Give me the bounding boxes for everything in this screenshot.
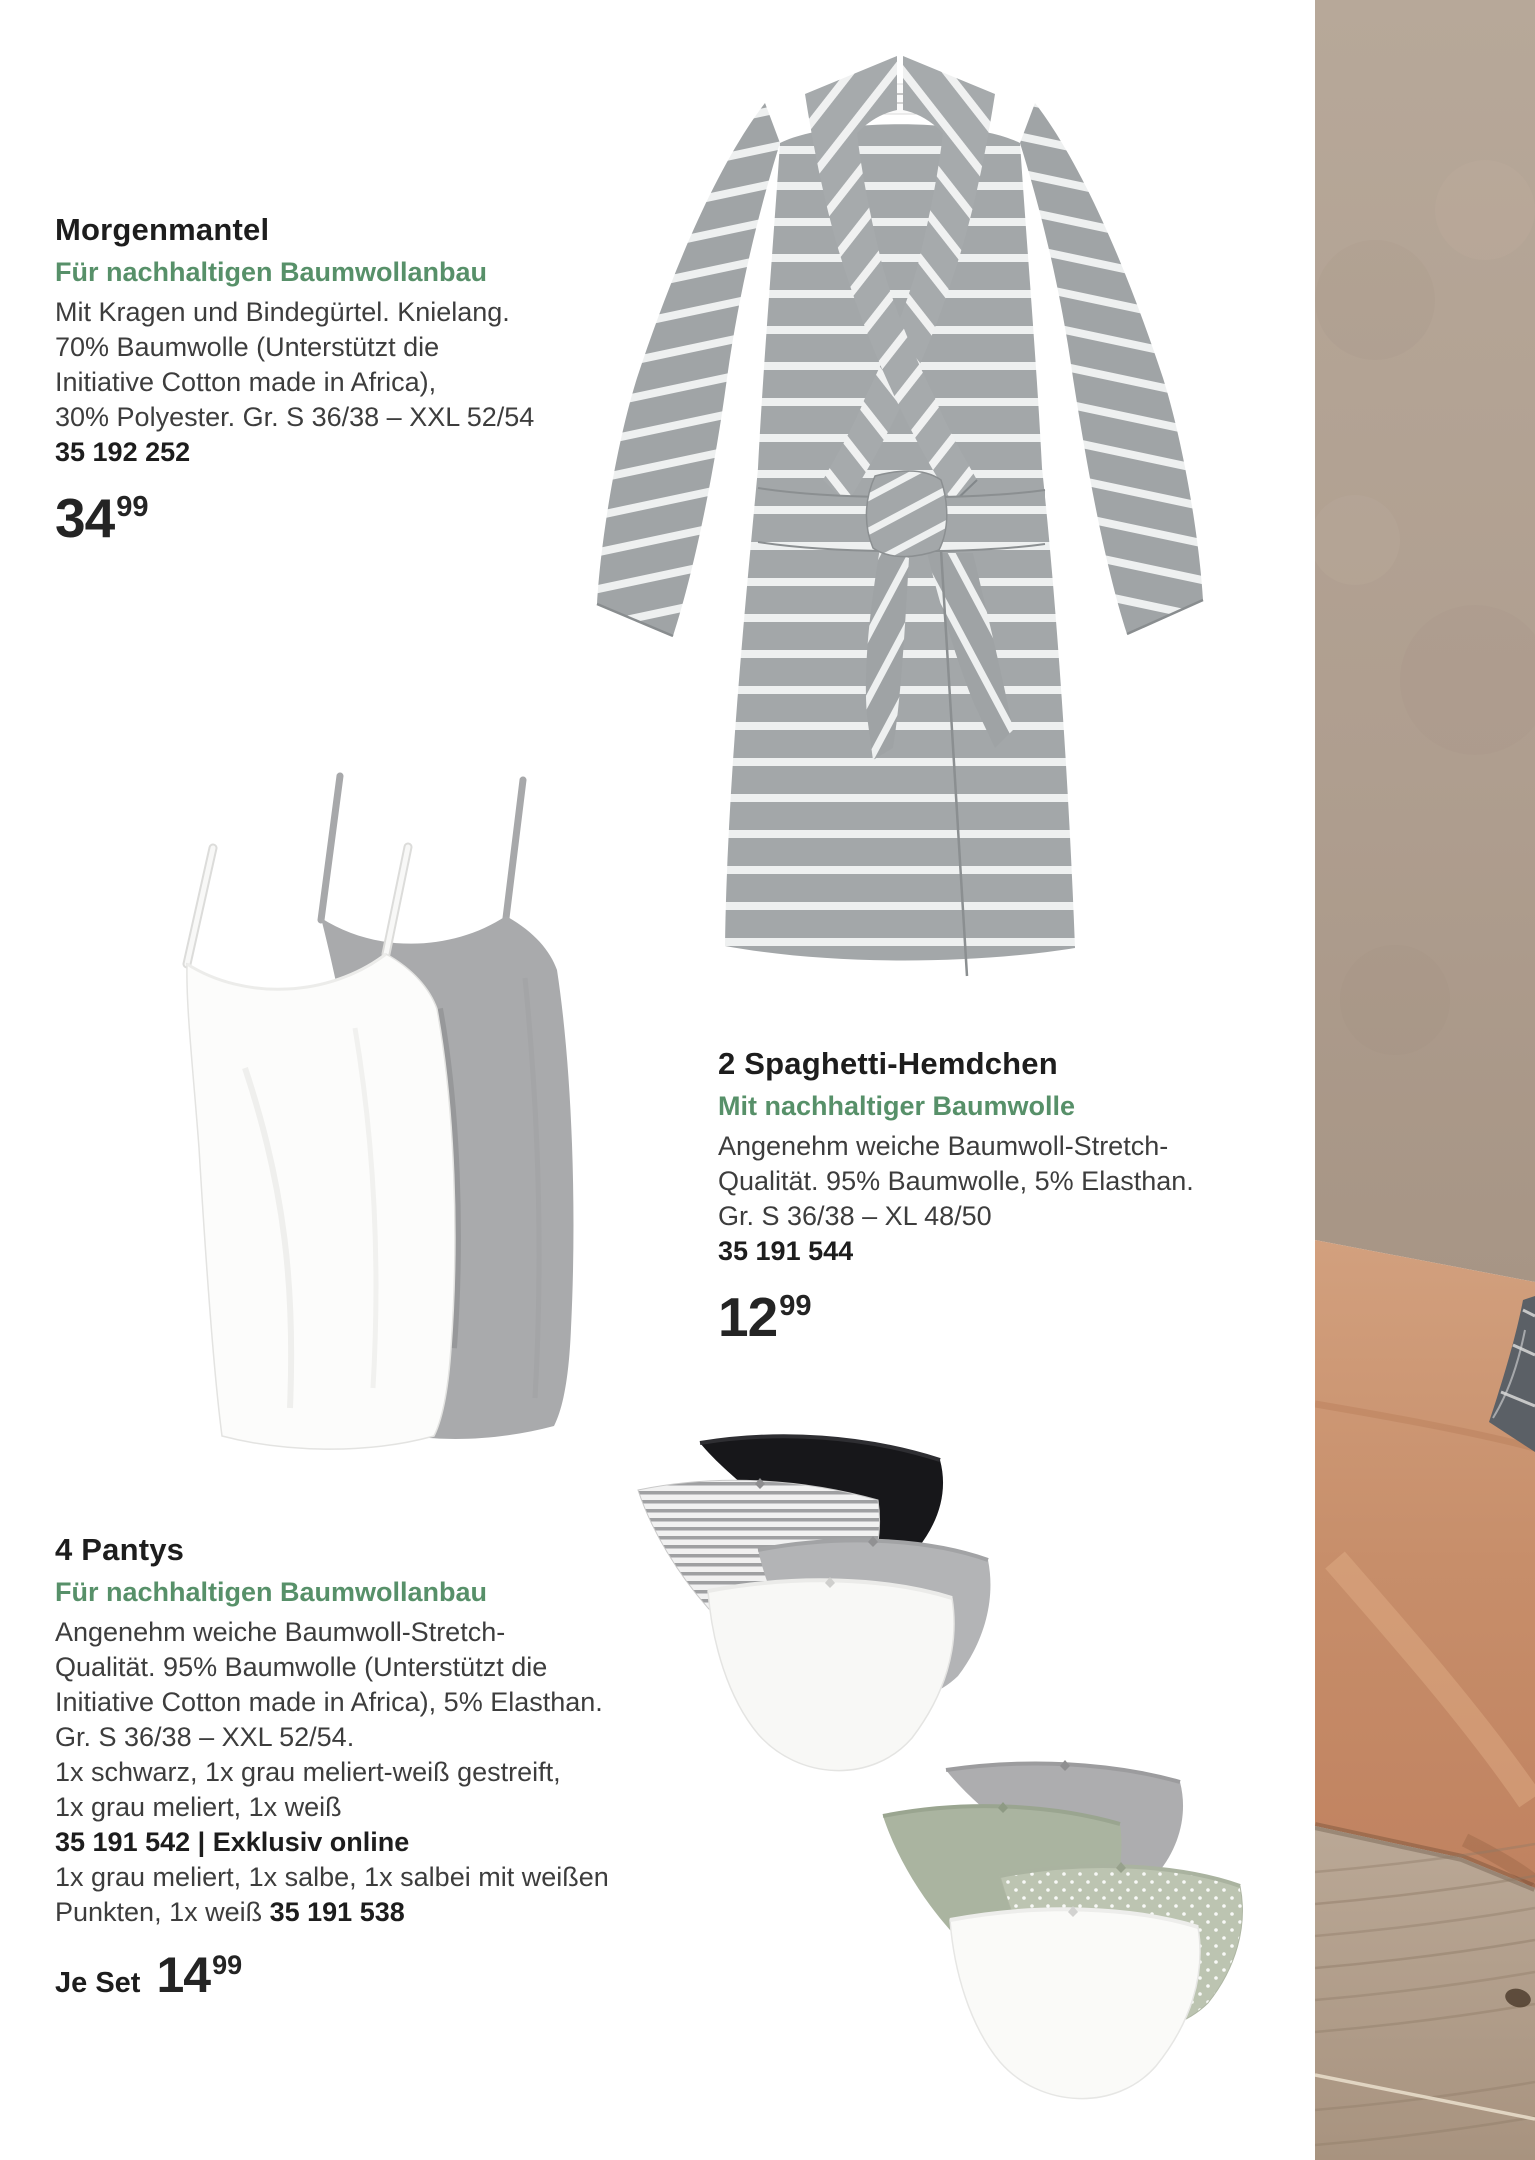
product-sustainability-claim: Für nachhaltigen Baumwollanbau: [55, 257, 488, 287]
photo-leg: [1315, 1240, 1535, 1888]
product-block-spaghetti-hemdchen: [718, 1046, 1278, 1349]
product-description-line: Angenehm weiche Baumwoll-Stretch-: [55, 1617, 506, 1647]
product-image-morgenmantel: [575, 48, 1225, 983]
price-cents: 99: [212, 1950, 243, 1980]
article-number: 35 191 538: [269, 1897, 405, 1927]
price-prefix: Je Set: [55, 1967, 141, 1999]
price-euros: 12: [718, 1286, 778, 1348]
camisole-white: [187, 847, 455, 1449]
article-number: 35 192 252: [55, 437, 191, 467]
product-description-line: 30% Polyester. Gr. S 36/38 – XXL 52/54: [55, 402, 535, 432]
product-description-line: Qualität. 95% Baumwolle, 5% Elasthan.: [718, 1166, 1194, 1196]
price: [55, 1946, 675, 2004]
panty-white: [950, 1906, 1200, 2099]
price-euros: 14: [156, 1947, 211, 2003]
product-description-line: 1x grau meliert, 1x weiß: [55, 1792, 342, 1822]
product-title: 4 Pantys: [55, 1532, 185, 1567]
product-image-panty-set-1: [620, 1428, 1035, 1803]
product-description-line: Gr. S 36/38 – XL 48/50: [718, 1201, 992, 1231]
product-image-panty-set-2: [868, 1758, 1303, 2160]
product-description-line: Initiative Cotton made in Africa), 5% Elasthan.: [55, 1687, 603, 1717]
price-euros: 34: [55, 487, 115, 549]
variant-line: 1x grau meliert, 1x salbe, 1x salbei mit weißen: [55, 1862, 609, 1892]
price-cents: 99: [116, 491, 149, 523]
product-image-spaghetti-hemdchen: [125, 768, 635, 1458]
price: [55, 486, 635, 550]
product-description-line: Initiative Cotton made in Africa),: [55, 367, 437, 397]
panty-white: [708, 1577, 954, 1771]
product-description-line: Angenehm weiche Baumwoll-Stretch-: [718, 1131, 1169, 1161]
product-description-line: 1x schwarz, 1x grau meliert-weiß gestreift,: [55, 1757, 561, 1787]
article-number: 35 191 544: [718, 1236, 854, 1266]
article-number-exclusive: 35 191 542 | Exklusiv online: [55, 1827, 410, 1857]
variant-line-text: Punkten, 1x weiß: [55, 1897, 270, 1927]
product-description-line: 70% Baumwolle (Unterstützt die: [55, 332, 440, 362]
product-sustainability-claim: Für nachhaltigen Baumwollanbau: [55, 1577, 488, 1607]
photo-strip-lifestyle: [1315, 0, 1535, 2160]
price-cents: 99: [779, 1290, 812, 1322]
product-sustainability-claim: Mit nachhaltiger Baumwolle: [718, 1091, 1076, 1121]
product-title: 2 Spaghetti-Hemdchen: [718, 1046, 1058, 1081]
product-description-line: Gr. S 36/38 – XXL 52/54.: [55, 1722, 355, 1752]
price: [718, 1285, 1278, 1349]
photo-wood-floor: [1315, 1826, 1535, 2160]
product-description-line: Mit Kragen und Bindegürtel. Knielang.: [55, 297, 510, 327]
variant-line: [55, 1895, 675, 1930]
product-block-pantys: [55, 1532, 675, 2004]
product-block-morgenmantel: [55, 212, 635, 550]
photo-wall: [1315, 0, 1535, 1282]
product-title: Morgenmantel: [55, 212, 270, 247]
product-description-line: Qualität. 95% Baumwolle (Unterstützt die: [55, 1652, 548, 1682]
